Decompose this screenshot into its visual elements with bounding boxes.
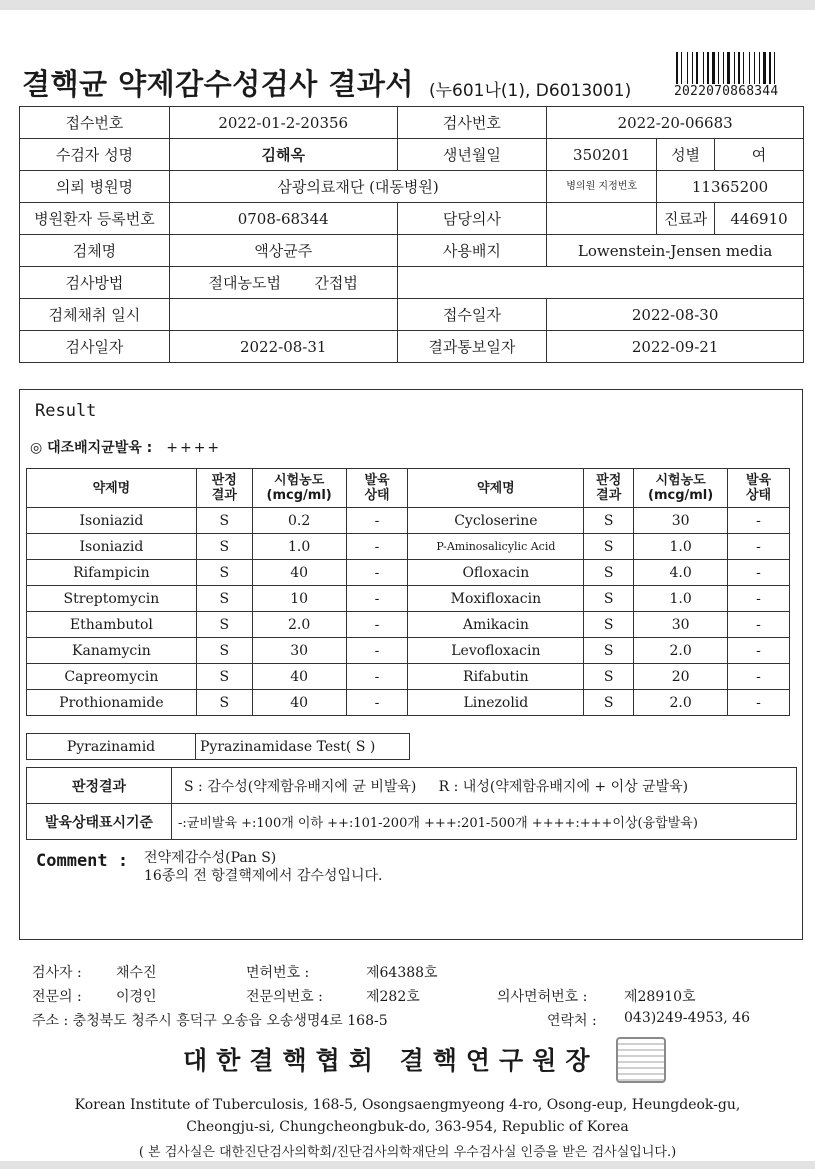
barcode-bar [736,52,737,84]
barcode-bar [756,52,758,84]
right-growth-cell: - [728,508,790,534]
judge-legend-label: 판정결과 [27,768,172,804]
judge-legend [172,768,797,804]
tester-label: 검사자 : [32,965,82,981]
comment-text [144,849,382,885]
left-growth-cell: - [346,534,408,560]
right-conc-cell: 4.0 [634,560,728,586]
control-label: ◎ 대조배지균발육 : [30,440,153,456]
barcode-bar [707,52,709,84]
table-row [27,638,790,664]
test-no: 2022-20-06683 [547,107,804,139]
left-conc-cell: 0.2 [252,508,346,534]
header-conc: 시험농도 (mcg/ml) [252,469,346,508]
document-title: 결핵균 약제감수성검사 결과서 [22,67,414,101]
growth-legend-label: 발육상태표시기준 [27,804,172,840]
right-growth-cell: - [728,690,790,716]
received-date: 2022-08-30 [547,299,804,331]
table-row [27,664,790,690]
left-conc-cell: 40 [252,690,346,716]
address-en-line-2: Cheongju-si, Chungcheongbuk-do, 363-954, Republic of Korea [186,1119,629,1135]
birth-label: 생년월일 [397,139,547,171]
right-result-cell: S [584,638,634,664]
right-result-cell: S [584,534,634,560]
right-drug-cell: Moxifloxacin [408,586,584,612]
address: 주소 : 충청북도 청주시 흥덕구 오송읍 오송생명4로 168-5 [32,1013,388,1029]
right-result-cell: S [584,612,634,638]
header-growth: 발육 상태 [346,469,408,508]
barcode-bar [769,52,771,84]
header-drug-2: 약제명 [408,469,584,508]
barcode-bar [692,52,693,84]
left-result-cell: S [196,612,252,638]
right-result-cell: S [584,664,634,690]
contact: 043)249-4953, 46 [624,1010,750,1026]
specialist: 이경인 [116,989,157,1005]
table-row [27,534,790,560]
growth-legend: -:균비발육 +:100개 이하 ++:101-200개 +++:201-500개 ++++:+++이상(융합발육) [172,804,797,840]
control-growth [30,437,221,457]
right-result-cell: S [584,586,634,612]
control-value: ++++ [166,440,222,456]
barcode-bar [767,52,768,84]
table-row [27,690,790,716]
left-conc-cell: 30 [252,638,346,664]
report-date-label: 결과통보일자 [397,331,547,363]
test-date: 2022-08-31 [169,331,397,363]
left-conc-cell: 1.0 [252,534,346,560]
barcode-bar [738,52,740,84]
barcode-bar [772,52,773,84]
left-growth-cell: - [346,508,408,534]
left-result-cell: S [196,664,252,690]
left-growth-cell: - [346,560,408,586]
barcode-bar [716,52,717,84]
left-growth-cell: - [346,612,408,638]
doctor-label: 담당의사 [397,203,547,235]
barcode-bar [731,52,733,84]
barcode-bar [683,52,686,84]
table-row [27,560,790,586]
department-label: 진료과 [657,203,715,235]
registration-no: 0708-68344 [169,203,397,235]
method-1: 절대농도법 [208,274,281,292]
patient-name-label: 수검자 성명 [20,139,170,171]
test-no-label: 검사번호 [397,107,547,139]
left-growth-cell: - [346,690,408,716]
barcode-bar [727,52,730,84]
left-conc-cell: 40 [252,560,346,586]
left-result-cell: S [196,560,252,586]
pyrazinamid-table [26,733,410,760]
birth-date: 350201 [547,139,657,171]
pyrazinamid-label: Pyrazinamid [27,734,196,760]
right-conc-cell: 20 [634,664,728,690]
comment-line-1: 전약제감수성(Pan S) [144,850,277,866]
right-drug-cell: Linezolid [408,690,584,716]
doctor-license-label: 의사면허번호 : [497,989,588,1005]
right-result-cell: S [584,560,634,586]
barcode-bar [745,52,748,84]
address-en-line-1: Korean Institute of Tuberculosis, 168-5, Osongsaengmyeong 4-ro, Osong-eup, Heungdeok-gu, [74,1097,741,1113]
left-conc-cell: 2.0 [252,612,346,638]
organization-name: 대한결핵협회 결핵연구원장 [183,1046,599,1075]
method-label: 검사방법 [20,267,170,299]
left-growth-cell: - [346,586,408,612]
doctor-license: 제28910호 [624,989,696,1005]
right-conc-cell: 1.0 [634,534,728,560]
header-judge: 판정 결과 [196,469,252,508]
left-growth-cell: - [346,664,408,690]
right-drug-cell: Rifabutin [408,664,584,690]
header-drug: 약제명 [27,469,197,508]
report-date: 2022-09-21 [547,331,804,363]
barcode-bar [718,52,719,84]
specialist-label: 전문의 : [32,989,82,1005]
tester: 채수진 [116,965,157,981]
received-label: 접수일자 [397,299,547,331]
barcode-bar [723,52,724,84]
judge-s: S : 감수성(약제함유배지에 균 비발육) [184,778,417,795]
barcode-bar [725,52,726,84]
comment-label: Comment : [36,851,129,871]
right-conc-cell: 30 [634,612,728,638]
left-result-cell: S [196,586,252,612]
barcode-bar [720,52,722,84]
method [169,267,397,299]
hospital-code: 11365200 [657,171,804,203]
left-drug-cell: Prothionamide [27,690,197,716]
header-growth-2: 발육 상태 [728,469,790,508]
specimen-label: 검체명 [20,235,170,267]
test-date-label: 검사일자 [20,331,170,363]
left-drug-cell: Isoniazid [27,508,197,534]
comment-line-2: 16종의 전 항결핵제에서 감수성입니다. [144,868,383,884]
left-drug-cell: Streptomycin [27,586,197,612]
patient-name: 김해옥 [169,139,397,171]
empty-cell [397,267,803,299]
right-conc-cell: 2.0 [634,638,728,664]
table-row [27,586,790,612]
barcode-bar [705,52,706,84]
specialist-no: 제282호 [366,989,420,1005]
barcode-bar [751,52,753,84]
judge-r: R : 내성(약제함유배지에 + 이상 균발육) [438,778,689,795]
hospital-label: 의뢰 병원명 [20,171,170,203]
result-label: Result [35,401,97,421]
barcode-bar [749,52,750,84]
top-edge [0,0,815,10]
registration-no-label: 병원환자 등록번호 [20,203,170,235]
right-conc-cell: 30 [634,508,728,534]
right-drug-cell: Amikacin [408,612,584,638]
left-result-cell: S [196,690,252,716]
certification-note: ( 본 검사실은 대한진단검사의학회/진단검사의학재단의 우수검사실 인증을 받은 검사실입니다.) [138,1145,677,1160]
right-growth-cell: - [728,664,790,690]
license-label: 면허번호 : [246,965,310,981]
right-growth-cell: - [728,638,790,664]
right-drug-cell: Levofloxacin [408,638,584,664]
medium: Lowenstein-Jensen media [547,235,804,267]
left-drug-cell: Capreomycin [27,664,197,690]
contact-label: 연락처 : [547,1013,597,1029]
right-conc-cell: 2.0 [634,690,728,716]
patient-info-table [19,106,804,363]
method-2: 간접법 [314,274,358,292]
sex: 여 [715,139,804,171]
barcode [676,52,788,84]
left-result-cell: S [196,508,252,534]
header-conc-2: 시험농도 (mcg/ml) [634,469,728,508]
specialist-no-label: 전문의번호 : [246,989,323,1005]
left-conc-cell: 40 [252,664,346,690]
department: 446910 [715,203,804,235]
hospital-name: 삼광의료재단 (대동병원) [169,171,546,203]
barcode-bar [696,52,698,84]
barcode-bar [754,52,755,84]
receipt-no-label: 접수번호 [20,107,170,139]
sex-label: 성별 [657,139,715,171]
legend-table [26,767,797,840]
right-growth-cell: - [728,586,790,612]
barcode-bar [774,52,775,84]
barcode-bar [681,52,682,84]
specimen: 액상균주 [169,235,397,267]
barcode-bar [741,52,742,84]
left-drug-cell: Isoniazid [27,534,197,560]
left-drug-cell: Rifampicin [27,560,197,586]
barcode-bar [699,52,702,84]
table-row [27,612,790,638]
barcode-bar [689,52,691,84]
collection-date [169,299,397,331]
left-drug-cell: Ethambutol [27,612,197,638]
header-judge-2: 판정 결과 [584,469,634,508]
left-conc-cell: 10 [252,586,346,612]
barcode-bar [703,52,704,84]
right-drug-cell: P-Aminosalicylic Acid [408,534,584,560]
barcode-bar [734,52,735,84]
license: 제64388호 [366,965,438,981]
barcode-bar [676,52,678,84]
right-result-cell: S [584,690,634,716]
receipt-no: 2022-01-2-20356 [169,107,397,139]
doctor [547,203,657,235]
pyrazinamid-value: Pyrazinamidase Test( S ) [196,734,410,760]
left-growth-cell: - [346,638,408,664]
hospital-code-label: 병의원 지정번호 [547,171,657,203]
barcode-number: 2022070868344 [674,84,779,99]
right-growth-cell: - [728,534,790,560]
left-result-cell: S [196,534,252,560]
drug-susceptibility-table [26,468,790,716]
right-drug-cell: Ofloxacin [408,560,584,586]
right-conc-cell: 1.0 [634,586,728,612]
barcode-bar [761,52,762,84]
barcode-bar [712,52,715,84]
right-growth-cell: - [728,560,790,586]
right-drug-cell: Cycloserine [408,508,584,534]
right-growth-cell: - [728,612,790,638]
barcode-bar [743,52,744,84]
table-row [27,508,790,534]
official-seal [616,1037,666,1083]
collection-label: 검체채취 일시 [20,299,170,331]
bottom-edge [0,1161,815,1169]
barcode-bar [679,52,680,84]
form-code: (누601나(1), D6013001) [429,81,632,101]
left-result-cell: S [196,638,252,664]
right-result-cell: S [584,508,634,534]
barcode-bar [710,52,711,84]
barcode-bar [759,52,760,84]
barcode-bar [694,52,695,84]
left-drug-cell: Kanamycin [27,638,197,664]
barcode-bar [763,52,766,84]
barcode-bar [687,52,688,84]
medium-label: 사용배지 [397,235,547,267]
barcode-bar [776,52,778,84]
